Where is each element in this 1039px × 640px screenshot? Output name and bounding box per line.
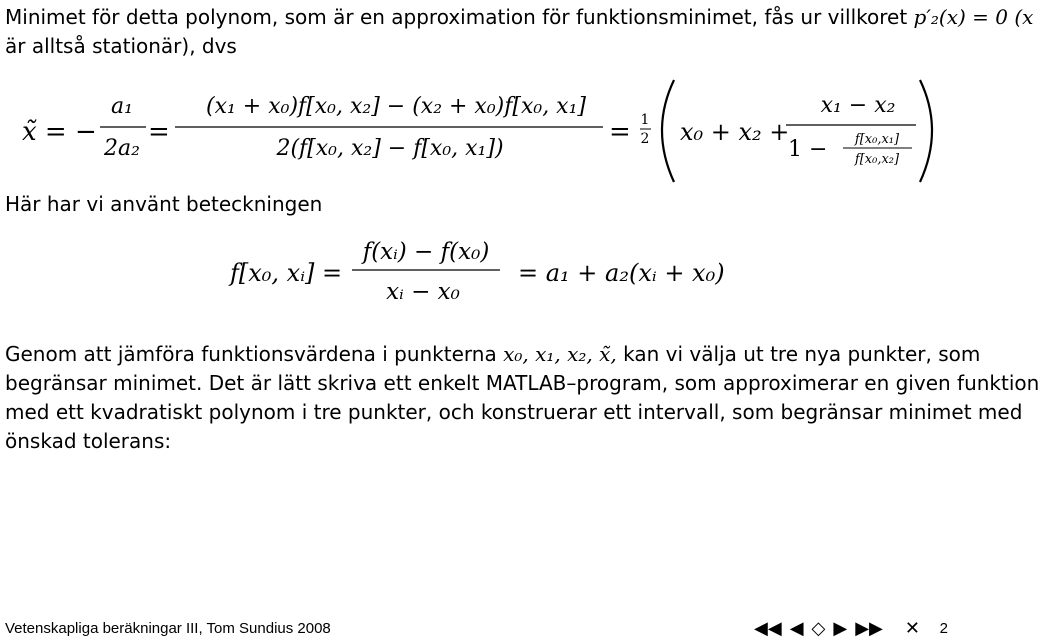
last-page-icon[interactable]: ▶▶ [855, 618, 883, 639]
eq1-frac2-num: (x₁ + x₀)f[x₀, x₂] − (x₂ + x₀)f[x₀, x₁] [206, 94, 586, 119]
eq1-inner-den: f[x₀,x₂] [854, 152, 900, 167]
eq1-half-num: 1 [640, 112, 650, 128]
eq1-frac3-num: x₁ − x₂ [820, 93, 896, 118]
first-page-icon[interactable]: ◀◀ [754, 618, 782, 639]
eq1-frac1-den: 2a₂ [104, 136, 140, 161]
eq2-rhs: = a₁ + a₂(xᵢ + x₀) [518, 259, 725, 287]
intro-text: Minimet för detta polynom, som är en approximation för funktionsminimet, fås ur villkoret [5, 5, 908, 29]
body-line-4: önskad tolerans: [5, 429, 172, 453]
back-icon[interactable]: ◇ [811, 618, 826, 639]
eq1-frac2-den: 2(f[x₀, x₂] − f[x₀, x₁]) [276, 136, 504, 161]
close-icon[interactable]: ✕ [904, 618, 920, 639]
body-line-1-vars: x₀, x₁, x₂, x̃, [503, 342, 617, 366]
eq2-lhs: f[x₀, xᵢ] = [230, 259, 343, 287]
body-line-3: med ett kvadratiskt polynom i tre punkter, och konstruerar ett intervall, som begränsar minimet med [5, 400, 1023, 424]
page-number: 2 [939, 620, 948, 637]
slide-navigation [754, 620, 920, 638]
intro-line-2: är alltså stationär), dvs [5, 34, 237, 58]
notation-heading: Här har vi använt beteckningen [5, 192, 323, 216]
eq1-frac3-den-lead: 1 − [788, 137, 828, 162]
eq1-equals-2: = [609, 117, 631, 147]
eq2-den: xᵢ − x₀ [386, 279, 460, 305]
body-line-1-end: kan vi välja ut tre nya punkter, som [623, 342, 981, 366]
eq1-inner-num: f[x₀,x₁] [854, 132, 900, 147]
eq1-equals: = [148, 117, 170, 147]
eq1-paren-lhs: x₀ + x₂ + [680, 118, 790, 146]
eq1-frac1-num: a₁ [111, 94, 133, 119]
body-line-1 [5, 340, 981, 369]
eq1-half-den: 2 [640, 131, 650, 147]
stationarity-condition: p′₂(x) = 0 (x [913, 5, 1034, 29]
previous-page-icon[interactable]: ◀ [789, 618, 804, 639]
body-line-1-start: Genom att jämföra funktionsvärdena i punkterna [5, 342, 497, 366]
footer-title: Vetenskapliga beräkningar III, Tom Sundius 2008 [5, 620, 331, 637]
eq2-num: f(xᵢ) − f(x₀) [362, 239, 490, 265]
next-page-icon[interactable]: ▶ [833, 618, 848, 639]
equation-divided-difference [0, 0, 960, 320]
eq1-lhs: x̃ = − [22, 117, 97, 147]
body-line-2: begränsar minimet. Det är lätt skriva ett enkelt MATLAB–program, som approximerar en given funktion [5, 371, 1039, 395]
